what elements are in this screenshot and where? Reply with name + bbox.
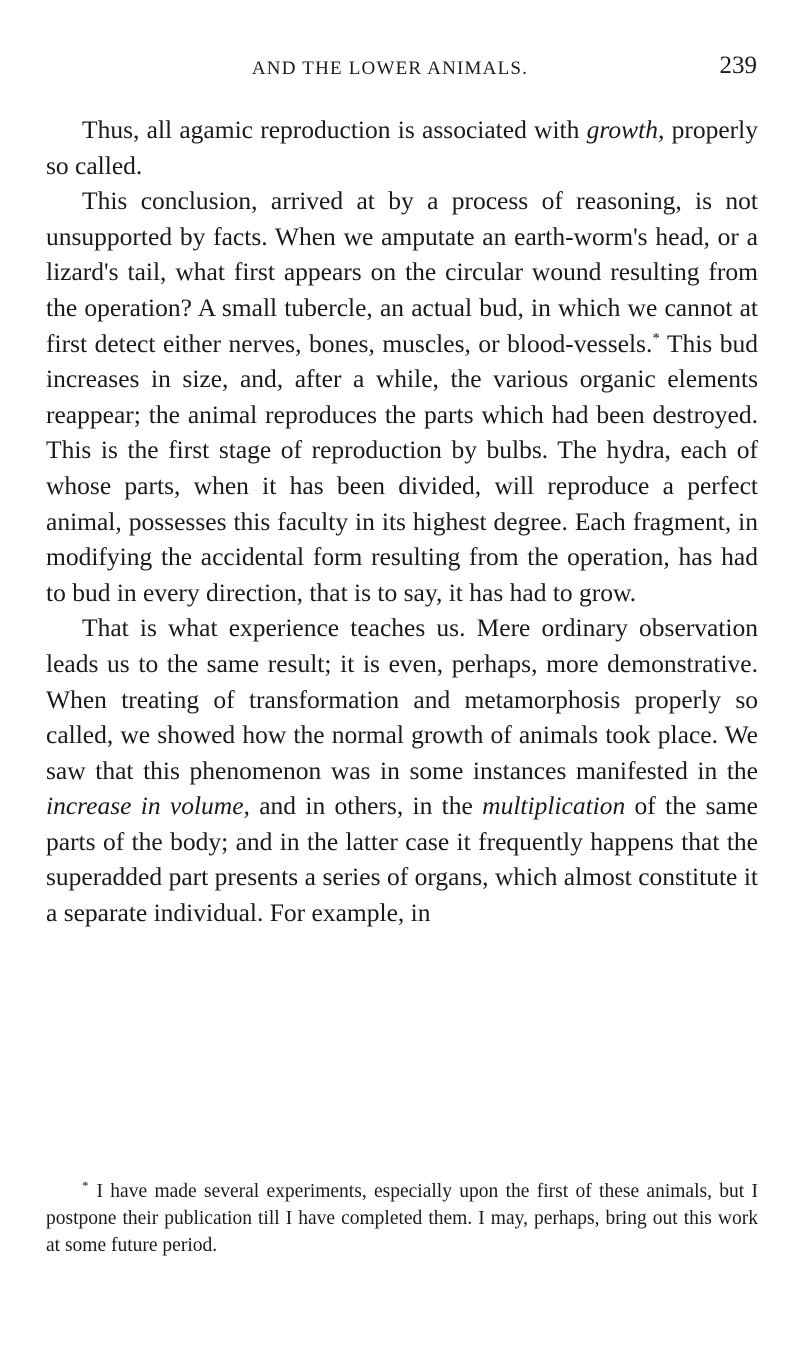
page-number: 239 bbox=[719, 52, 757, 79]
paragraph-3-italic-increase: increase in volume, bbox=[46, 791, 250, 821]
body-text bbox=[46, 112, 758, 931]
paragraph-1-text-a: Thus, all agamic reproduction is associated with bbox=[82, 115, 587, 144]
footnote-paragraph bbox=[46, 1178, 758, 1259]
paragraph-3 bbox=[46, 610, 758, 930]
footnote-marker: * bbox=[82, 1177, 89, 1193]
paragraph-1-text-c: properly so called. bbox=[46, 115, 758, 180]
paragraph-2-text-a: This conclusion, arrived at by a process of reasoning, is not unsupported by facts. When we amputate an earth-worm's head, or a lizard's tail, what first appears on the circular wound resulting from the operation? A small tubercle, an actual bud, in which we cannot at first detect either nerves, bones, muscles, or blood-vessels. bbox=[46, 186, 758, 358]
paragraph-2 bbox=[46, 183, 758, 610]
running-head: AND THE LOWER ANIMALS. bbox=[251, 58, 529, 79]
paragraph-2-text-b: This bud increases in size, and, after a while, the various organic elements reappear; the animal reproduces the parts which had been destroyed. This is the first stage of reproduction by bulbs. The hydra, each of whose parts, when it has been divided, will reproduce a perfect animal, possesses this faculty in its highest degree. Each fragment, in modifying the accidental form resulting from the operation, has had to bud in every direction, that is to say, it has had to grow. bbox=[46, 328, 758, 607]
paragraph-1 bbox=[46, 112, 758, 183]
footnote-text: I have made several experiments, especially upon the first of these animals, but I postpone their publication till I have completed them. I may, perhaps, bring out this work at some future period. bbox=[46, 1181, 758, 1256]
footnote-reference: * bbox=[652, 330, 660, 347]
footnote bbox=[46, 1178, 758, 1259]
paragraph-3-text-e: of the same parts of the body; and in the latter case it frequently happens that the superadded part presents a series of organs, which almost constitute it a separate individual. For example, in bbox=[46, 791, 758, 928]
paragraph-1-italic-growth: growth, bbox=[586, 115, 665, 144]
paragraph-3-italic-multiplication: multiplication bbox=[482, 791, 626, 821]
paragraph-3-text-c: and in others, in the bbox=[249, 791, 483, 821]
paragraph-3-text-a: That is what experience teaches us. Mere ordinary observation leads us to the same result; it is even, perhaps, more demonstrative. When treating of transformation and metamorphosis properly so called, we showed how the normal growth of animals took place. We saw that this phenomenon was in some instances manifested in the bbox=[46, 613, 758, 785]
